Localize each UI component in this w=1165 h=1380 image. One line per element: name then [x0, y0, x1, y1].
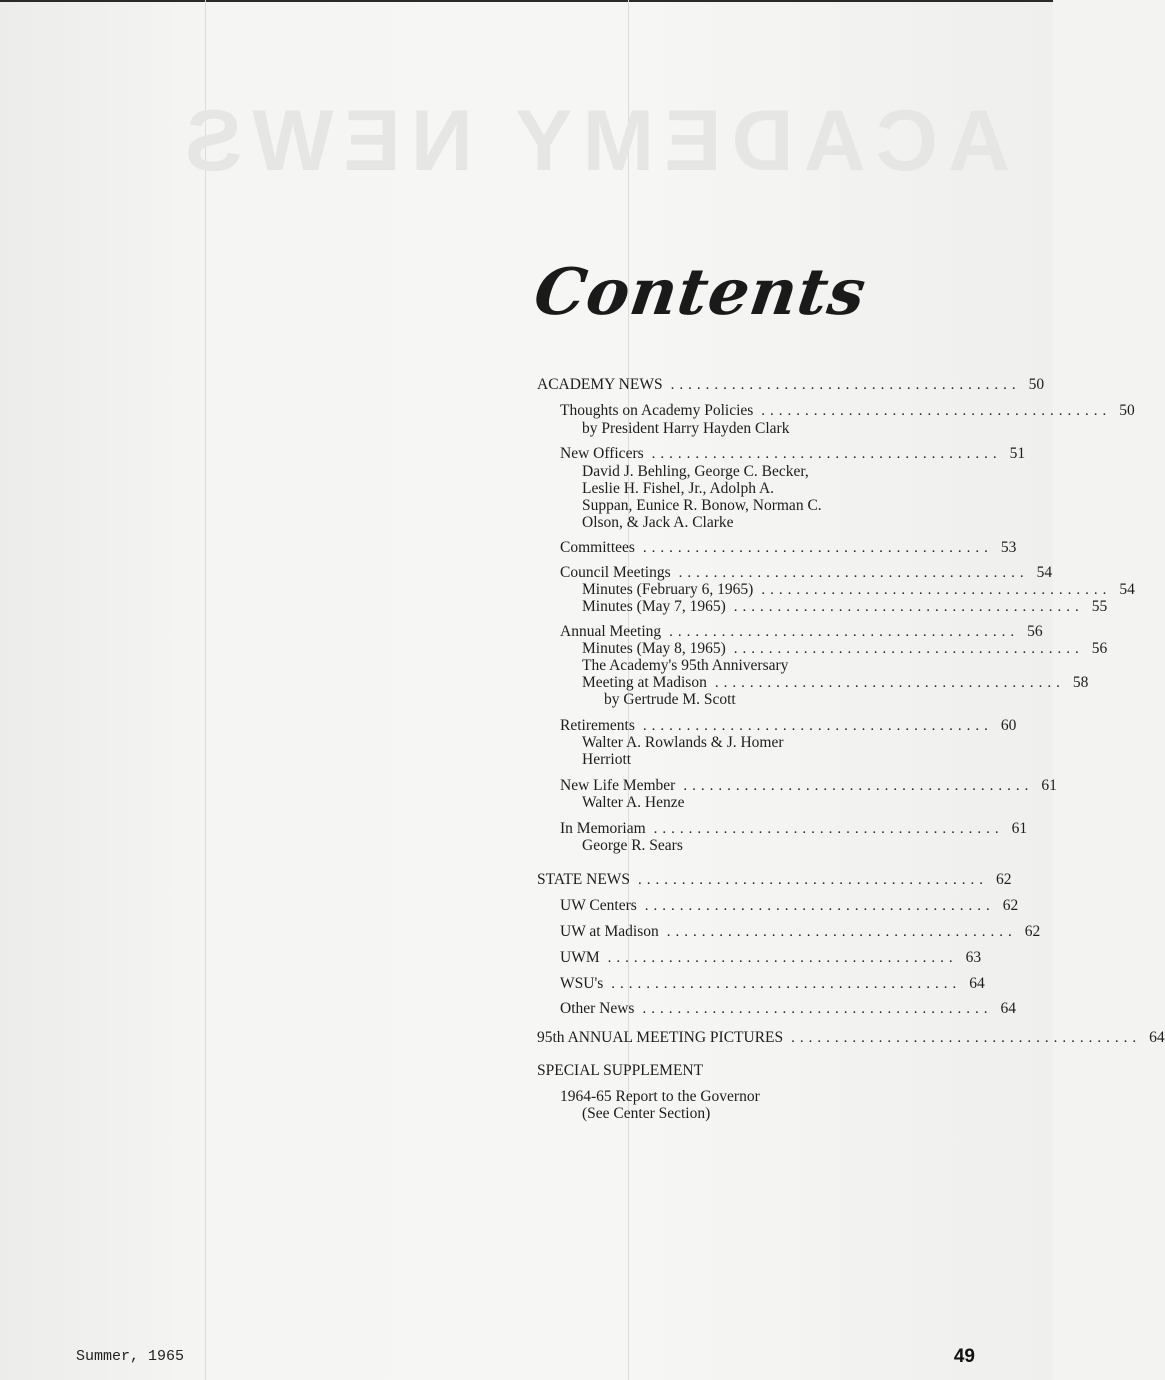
dot-leader: ........................................: [669, 624, 1020, 640]
dot-leader: ........................................: [670, 377, 1021, 393]
toc-subentry-anniversary[interactable]: [582, 674, 1089, 692]
toc-names-line: Walter A. Rowlands & J. Homer: [582, 734, 784, 751]
toc-entry-other-news[interactable]: [560, 1000, 1016, 1018]
dot-leader: ........................................: [733, 599, 1084, 615]
dot-leader: ........................................: [733, 641, 1084, 657]
toc-label: Retirements: [560, 717, 635, 734]
toc-label: Minutes (May 8, 1965): [582, 640, 726, 657]
toc-label: UW Centers: [560, 897, 637, 914]
toc-names-line: George R. Sears: [582, 837, 683, 854]
toc-label: STATE NEWS: [537, 871, 631, 888]
toc-label: In Memoriam: [560, 820, 646, 837]
toc-page: 53: [1000, 539, 1017, 556]
toc-page: 63: [965, 949, 982, 966]
toc-label: Other News: [560, 1000, 635, 1017]
bleed-through-title: ACADEMY NEWS: [174, 93, 1010, 189]
toc-entry-report[interactable]: 1964-65 Report to the Governor: [560, 1088, 760, 1105]
toc-entry-committees[interactable]: [560, 539, 1017, 557]
toc-entry-uwm[interactable]: [560, 949, 982, 967]
toc-page: 56: [1027, 623, 1043, 640]
toc-subentry-minutes[interactable]: [582, 581, 1135, 599]
toc-entry-uw-madison[interactable]: [560, 923, 1041, 941]
dot-leader: ........................................: [607, 950, 958, 966]
toc-label: New Life Member: [560, 777, 676, 794]
page-number: 49: [953, 1346, 975, 1367]
toc-subentry-minutes[interactable]: [582, 640, 1108, 658]
contents-heading: Contents: [529, 255, 871, 330]
toc-entry-new-officers[interactable]: [560, 445, 1026, 463]
toc-page: 55: [1091, 598, 1108, 615]
toc-page: 60: [1000, 717, 1017, 734]
dot-leader: ........................................: [651, 446, 1002, 462]
dot-leader: ........................................: [638, 872, 989, 888]
toc-page: 64: [1149, 1029, 1165, 1046]
toc-page: 61: [1041, 777, 1057, 794]
dot-leader: ........................................: [761, 403, 1112, 419]
dot-leader: ........................................: [666, 924, 1017, 940]
toc-subentry-line: The Academy's 95th Anniversary: [582, 657, 789, 674]
toc-label: Council Meetings: [560, 564, 671, 581]
toc-label: Minutes (May 7, 1965): [582, 598, 726, 615]
toc-label: Committees: [560, 539, 635, 556]
toc-entry-new-life-member[interactable]: [560, 777, 1057, 795]
toc-entry-retirements[interactable]: [560, 717, 1017, 735]
toc-page: 62: [996, 871, 1012, 888]
toc-entry-council-meetings[interactable]: [560, 564, 1053, 582]
toc-page: 54: [1119, 581, 1135, 598]
toc-page: 64: [969, 975, 985, 992]
toc-label: ACADEMY NEWS: [537, 376, 663, 393]
toc-entry-wsus[interactable]: [560, 975, 985, 993]
dot-leader: ........................................: [678, 565, 1029, 581]
toc-section-special-supplement[interactable]: SPECIAL SUPPLEMENT: [537, 1062, 704, 1079]
toc-section-meeting-pictures[interactable]: [537, 1029, 1165, 1047]
dot-leader: ........................................: [642, 718, 993, 734]
dot-leader: ........................................: [683, 778, 1034, 794]
toc-note: (See Center Section): [582, 1105, 711, 1122]
dot-leader: ........................................: [611, 976, 962, 992]
toc-names-line: Walter A. Henze: [582, 794, 685, 811]
dot-leader: ........................................: [761, 582, 1112, 598]
toc-entry-uw-centers[interactable]: [560, 897, 1019, 915]
toc-label: Meeting at Madison: [582, 674, 707, 691]
toc-names-line: Olson, & Jack A. Clarke: [582, 514, 734, 531]
toc-label: Thoughts on Academy Policies: [560, 402, 754, 419]
toc-page: 50: [1119, 402, 1135, 419]
toc-page: 50: [1028, 376, 1045, 393]
toc-entry-thoughts[interactable]: [560, 402, 1135, 420]
toc-entry-annual-meeting[interactable]: [560, 623, 1043, 641]
toc-byline: by Gertrude M. Scott: [604, 691, 736, 708]
toc-page: 51: [1009, 445, 1026, 462]
toc-page: 56: [1091, 640, 1108, 657]
toc-page: 62: [1024, 923, 1041, 940]
toc-section-state-news[interactable]: [537, 871, 1012, 889]
toc-entry-in-memoriam[interactable]: [560, 820, 1028, 838]
issue-date: Summer, 1965: [76, 1348, 185, 1365]
dot-leader: ........................................: [714, 675, 1065, 691]
toc-label: Annual Meeting: [560, 623, 662, 640]
dot-leader: ........................................: [642, 540, 993, 556]
toc-names-line: Herriott: [582, 751, 632, 768]
toc-page: 54: [1036, 564, 1053, 581]
toc-label: WSU's: [560, 975, 604, 992]
toc-page: 61: [1011, 820, 1028, 837]
dot-leader: ........................................: [644, 898, 995, 914]
toc-label: UW at Madison: [560, 923, 659, 940]
dot-leader: ........................................: [791, 1030, 1142, 1046]
toc-label: New Officers: [560, 445, 644, 462]
toc-names-line: David J. Behling, George C. Becker,: [582, 463, 809, 480]
toc-page: 58: [1072, 674, 1089, 691]
toc-label: 95th ANNUAL MEETING PICTURES: [537, 1029, 784, 1046]
toc-section-academy-news[interactable]: [537, 376, 1045, 394]
toc-byline: by President Harry Hayden Clark: [582, 420, 790, 437]
toc-page: 64: [1000, 1000, 1016, 1017]
toc-page: 62: [1002, 897, 1019, 914]
toc-subentry-minutes[interactable]: [582, 598, 1108, 616]
toc-names-line: Leslie H. Fishel, Jr., Adolph A.: [582, 480, 775, 497]
toc-label: UWM: [560, 949, 600, 966]
top-border: [0, 0, 1053, 2]
toc-label: Minutes (February 6, 1965): [582, 581, 754, 598]
toc-names-line: Suppan, Eunice R. Bonow, Norman C.: [582, 497, 822, 514]
fold-line: [205, 0, 206, 1380]
dot-leader: ........................................: [653, 821, 1004, 837]
dot-leader: ........................................: [642, 1001, 993, 1017]
